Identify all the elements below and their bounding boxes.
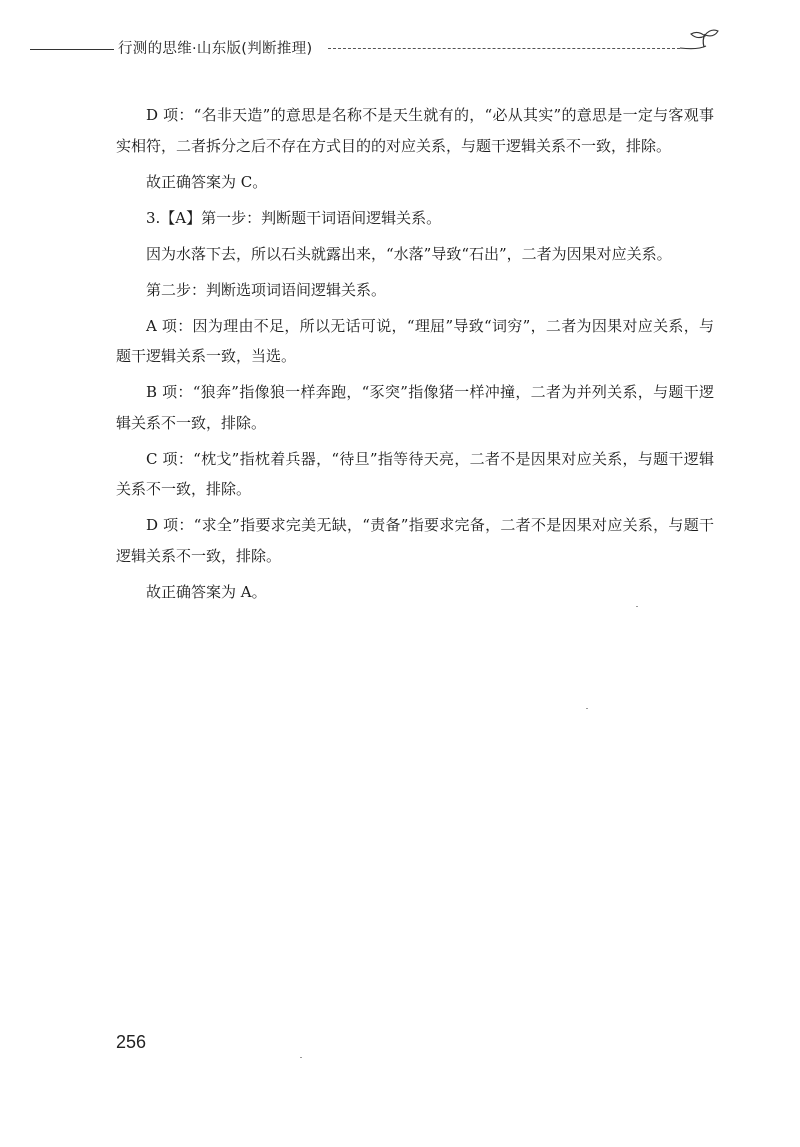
scan-speck xyxy=(636,606,638,607)
paragraph-option-d: D 项：“求全”指要求完美无缺，“责备”指要求完备，二者不是因果对应关系，与题干逻辑关系不一致，排除。 xyxy=(116,516,714,565)
answer-explanation xyxy=(116,100,714,613)
header-rule-right xyxy=(328,48,680,49)
scan-speck xyxy=(586,708,588,709)
sprout-icon xyxy=(678,28,722,64)
header-title: 行测的思维·山东版(判断推理) xyxy=(118,41,313,57)
scan-speck xyxy=(300,1057,302,1058)
paragraph-option-a: A 项：因为理由不足，所以无话可说，“理屈”导致“词穷”，二者为因果对应关系，与题干逻辑关系一致，当选。 xyxy=(116,316,714,365)
paragraph-q3-step1: 3.【A】第一步：判断题干词语间逻辑关系。 xyxy=(146,208,442,227)
paragraph-option-c: C 项：“枕戈”指枕着兵器，“待旦”指等待天亮，二者不是因果对应关系，与题干逻辑关系不一致，排除。 xyxy=(116,449,714,498)
running-header xyxy=(30,28,720,68)
paragraph-q3-step2: 第二步：判断选项词语间逻辑关系。 xyxy=(146,280,387,299)
header-rule-left xyxy=(30,49,114,50)
paragraph-answer-c: 故正确答案为 C。 xyxy=(146,172,268,191)
paragraph-q3-stem-relation: 因为水落下去，所以石头就露出来，“水落”导致“石出”，二者为因果对应关系。 xyxy=(146,244,672,263)
page-number: 256 xyxy=(116,1032,147,1052)
paragraph-answer-a: 故正确答案为 A。 xyxy=(146,582,267,601)
paragraph-option-d-analysis: D 项：“名非天造”的意思是名称不是天生就有的，“必从其实”的意思是一定与客观事实相符，二者拆分之后不存在方式目的的对应关系，与题干逻辑关系不一致，排除。 xyxy=(116,106,714,155)
paragraph-option-b: B 项：“狼奔”指像狼一样奔跑，“豕突”指像猪一样冲撞，二者为并列关系，与题干逻辑关系不一致，排除。 xyxy=(116,383,714,432)
